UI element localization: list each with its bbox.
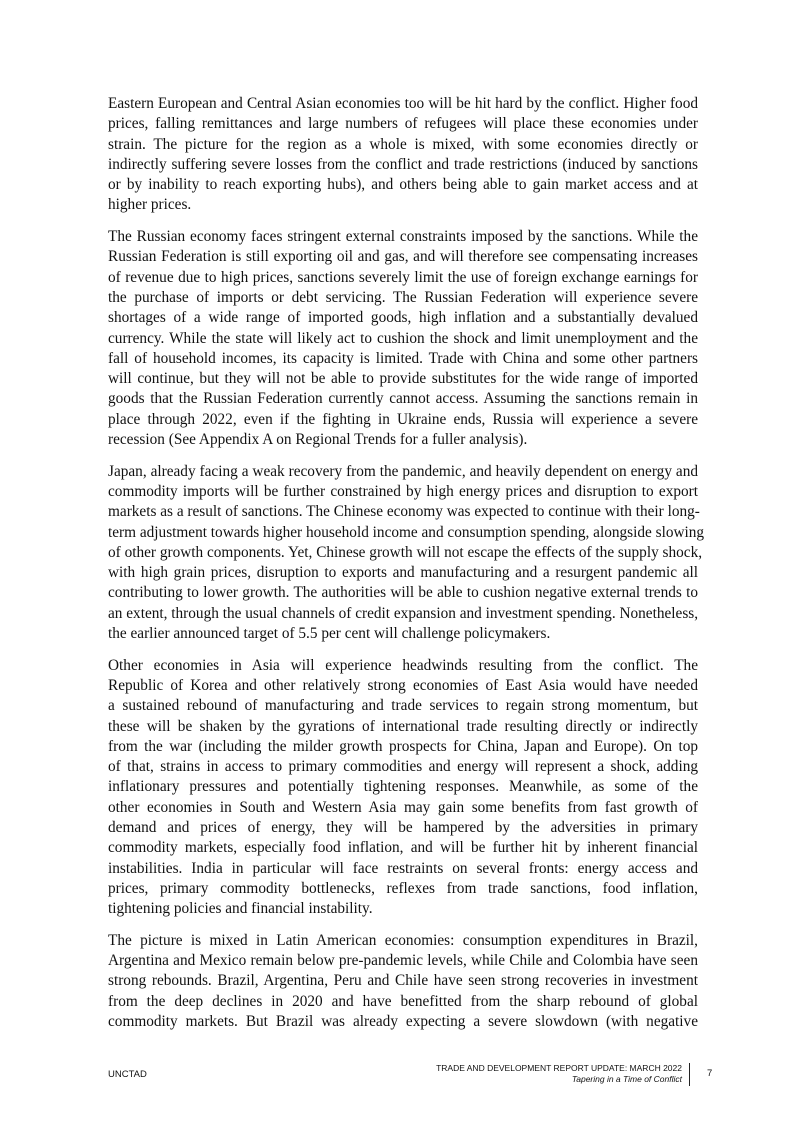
text-line: Eastern European and Central Asian economies too will be hit hard by the conflict. Higher food bbox=[108, 95, 698, 112]
text-line: recession (See Appendix A on Regional Trends for a fuller analysis). bbox=[108, 431, 528, 449]
text-line: inflationary pressures and potentially tightening responses. Meanwhile, as some of the bbox=[108, 778, 698, 796]
text-line: with high grain prices, disruption to exports and manufacturing and a resurgent pandemic all bbox=[108, 564, 698, 582]
text-line: Other economies in Asia will experience headwinds resulting from the conflict. The bbox=[108, 656, 698, 674]
text-line: The Russian economy faces stringent external constraints imposed by the sanctions. While the bbox=[108, 228, 698, 246]
text-line: place through 2022, even if the fighting in Ukraine ends, Russia will experience a severe bbox=[108, 410, 698, 428]
text-line: higher prices. bbox=[108, 196, 192, 214]
paragraph bbox=[108, 227, 698, 450]
paragraph bbox=[108, 462, 705, 645]
footer-divider bbox=[689, 1063, 690, 1086]
footer-report-title: TRADE AND DEVELOPMENT REPORT UPDATE: MARCH 2022 bbox=[436, 1063, 682, 1073]
text-line: an extent, through the usual channels of credit expansion and investment spending. Nonetheless, bbox=[108, 604, 699, 622]
text-line: from the war (including the milder growth prospects for China, Japan and Europe). On top bbox=[108, 737, 698, 755]
footer-organization: UNCTAD bbox=[108, 1069, 147, 1080]
text-line: fall of household incomes, its capacity is limited. Trade with China and some other partners bbox=[108, 349, 698, 367]
text-line: The picture is mixed in Latin American economies: consumption expenditures in Brazil, bbox=[108, 931, 698, 949]
text-line: term adjustment towards higher household income and consumption spending, alongside slowing bbox=[108, 523, 705, 541]
text-line: Japan, already facing a weak recovery from the pandemic, and heavily dependent on energy and bbox=[108, 462, 698, 480]
text-line: of that, strains in access to primary commodities and energy will represent a shock, adding bbox=[108, 758, 698, 776]
paragraph bbox=[108, 656, 698, 920]
text-line: prices, falling remittances and large numbers of refugees will place these economies under bbox=[108, 115, 698, 133]
text-line: of other growth components. Yet, Chinese growth will not escape the effects of the supply shock, bbox=[108, 543, 703, 561]
text-line: tightening policies and financial instability. bbox=[108, 900, 373, 918]
text-line: from the deep declines in 2020 and have benefitted from the sharp rebound of global bbox=[108, 992, 698, 1010]
text-line: commodity imports will be further constrained by high energy prices and disruption to export bbox=[108, 482, 698, 500]
text-line: the purchase of imports or debt servicing. The Russian Federation will experience severe bbox=[108, 288, 698, 306]
text-line: markets as a result of sanctions. The Chinese economy was expected to continue with their long- bbox=[108, 503, 700, 521]
text-line: or by inability to reach exporting hubs), and others being able to gain market access and at bbox=[108, 176, 698, 194]
text-line: contributing to lower growth. The authorities will be able to cushion negative external trends to bbox=[108, 584, 698, 602]
text-line: prices, primary commodity bottlenecks, reflexes from trade sanctions, food inflation, bbox=[108, 879, 698, 897]
text-line: commodity markets. But Brazil was already expecting a severe slowdown (with negative bbox=[108, 1012, 698, 1030]
page-number: 7 bbox=[707, 1068, 713, 1079]
footer-report-info bbox=[436, 1063, 682, 1084]
text-line: Russian Federation is still exporting oil and gas, and will therefore see compensating increases bbox=[108, 248, 698, 266]
paragraph bbox=[108, 94, 698, 216]
text-line: shortages of a wide range of imported goods, high inflation and a substantially devalued bbox=[108, 309, 698, 327]
text-line: Republic of Korea and other relatively strong economies of East Asia would have needed bbox=[108, 676, 698, 694]
text-line: demand and prices of energy, they will be hampered by the adversities in primary bbox=[108, 818, 698, 836]
text-line: currency. While the state will likely act to cushion the shock and limit unemployment and the bbox=[108, 329, 698, 347]
paragraph bbox=[108, 931, 698, 1032]
text-line: instabilities. India in particular will face restraints on several fronts: energy access and bbox=[108, 859, 698, 877]
text-line: strong rebounds. Brazil, Argentina, Peru and Chile have seen strong recoveries in investment bbox=[108, 972, 698, 990]
text-line: of revenue due to high prices, sanctions severely limit the use of foreign exchange earnings for bbox=[108, 268, 698, 286]
text-line: indirectly suffering severe losses from the conflict and trade restrictions (induced by sanctions bbox=[108, 155, 698, 173]
text-line: will continue, but they will not be able to provide substitutes for the wide range of imported bbox=[108, 370, 698, 388]
text-line: other economies in South and Western Asia may gain some benefits from fast growth of bbox=[108, 798, 698, 816]
text-line: commodity markets, especially food inflation, and will be further hit by inherent financial bbox=[108, 839, 698, 857]
text-line: goods that the Russian Federation currently cannot access. Assuming the sanctions remain in bbox=[108, 390, 698, 408]
text-line: a sustained rebound of manufacturing and trade services to regain strong momentum, but bbox=[108, 697, 698, 715]
body-text bbox=[108, 94, 705, 1044]
text-line: the earlier announced target of 5.5 per cent will challenge policymakers. bbox=[108, 625, 551, 643]
text-line: these will be shaken by the gyrations of international trade resulting directly or indirectly bbox=[108, 717, 698, 735]
text-line: Argentina and Mexico remain below pre-pandemic levels, while Chile and Colombia have seen bbox=[108, 952, 698, 970]
text-line: strain. The picture for the region as a whole is mixed, with some economies directly or bbox=[108, 135, 698, 153]
footer-report-subtitle: Tapering in a Time of Conflict bbox=[571, 1073, 682, 1084]
